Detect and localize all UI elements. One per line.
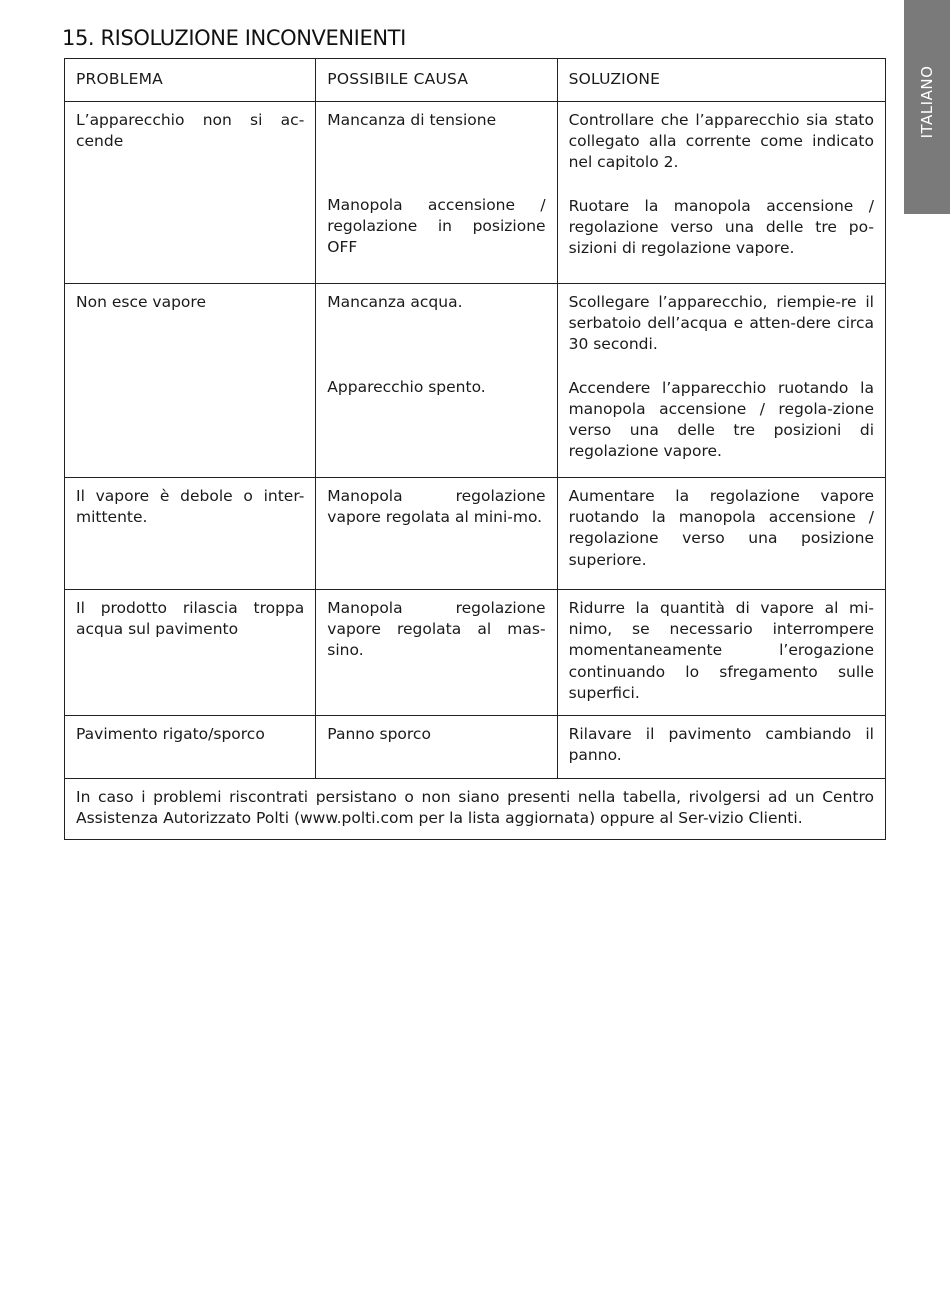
problem-cell [65, 716, 316, 779]
header-solution: SOLUZIONE [557, 59, 885, 102]
problem-text: Pavimento rigato/sporco [76, 725, 265, 743]
solution-text: Ruotare la manopola accensione / regolazione verso una delle tre po-sizioni di regolazione vapore. [568, 196, 874, 258]
table-row [65, 102, 886, 284]
footer-note: In caso i problemi riscontrati persistano o non siano presenti nella tabella, rivolgersi ad un Centro Assistenza Autorizzato Polti (www.polti.com per la lista aggiornata) oppure al Ser-vizio Clienti. [65, 779, 886, 840]
problem-cell [65, 590, 316, 716]
solution-cell [557, 716, 885, 779]
troubleshooting-table [64, 58, 886, 840]
header-problem: PROBLEMA [65, 59, 316, 102]
footer-note-row [65, 779, 886, 840]
solution-cell [557, 590, 885, 716]
table-row [65, 590, 886, 716]
table-row [65, 284, 886, 478]
problem-cell [65, 284, 316, 478]
cause-text: Manopola accensione / regolazione in posizione OFF [327, 196, 546, 257]
cause-cell [316, 102, 557, 284]
cause-text: Manopola regolazione vapore regolata al mas-sino. [327, 599, 546, 660]
cause-text: Mancanza acqua. [327, 293, 463, 311]
language-tab-label: ITALIANO [918, 65, 936, 139]
solution-text: Aumentare la regolazione vapore ruotando la manopola accensione / regolazione verso una posizione superiore. [568, 487, 874, 569]
problem-text: Il vapore è debole o inter-mittente. [76, 487, 305, 527]
solution-text: Ridurre la quantità di vapore al mi-nimo, se necessario interrompere momentaneamente l’erogazione continuando lo sfregamento sulle superfici. [568, 599, 874, 702]
problem-cell [65, 478, 316, 590]
problem-text: L’apparecchio non si ac-cende [76, 111, 305, 151]
solution-text: Controllare che l’apparecchio sia stato collegato alla corrente come indicato nel capitolo 2. [568, 111, 874, 172]
table-row [65, 716, 886, 779]
header-cause: POSSIBILE CAUSA [316, 59, 557, 102]
cause-text: Manopola regolazione vapore regolata al mini-mo. [327, 487, 546, 527]
cause-text: Panno sporco [327, 725, 431, 743]
solution-text: Rilavare il pavimento cambiando il panno. [568, 725, 874, 765]
section-title: 15. RISOLUZIONE INCONVENIENTI [62, 26, 406, 50]
cause-cell [316, 284, 557, 478]
solution-cell [557, 284, 885, 478]
solution-text: Scollegare l’apparecchio, riempie-re il serbatoio dell’acqua e atten-dere circa 30 secondi. [568, 293, 874, 354]
problem-cell [65, 102, 316, 284]
table-row [65, 478, 886, 590]
cause-text: Apparecchio spento. [327, 378, 486, 396]
table-header-row [65, 59, 886, 102]
cause-text: Mancanza di tensione [327, 111, 497, 129]
solution-cell [557, 102, 885, 284]
language-tab [904, 0, 950, 214]
cause-cell [316, 590, 557, 716]
solution-text: Accendere l’apparecchio ruotando la manopola accensione / regola-zione verso una delle tre posizioni di regolazione vapore. [568, 378, 874, 461]
cause-cell [316, 478, 557, 590]
cause-cell [316, 716, 557, 779]
problem-text: Non esce vapore [76, 293, 206, 311]
problem-text: Il prodotto rilascia troppa acqua sul pavimento [76, 599, 305, 639]
solution-cell [557, 478, 885, 590]
